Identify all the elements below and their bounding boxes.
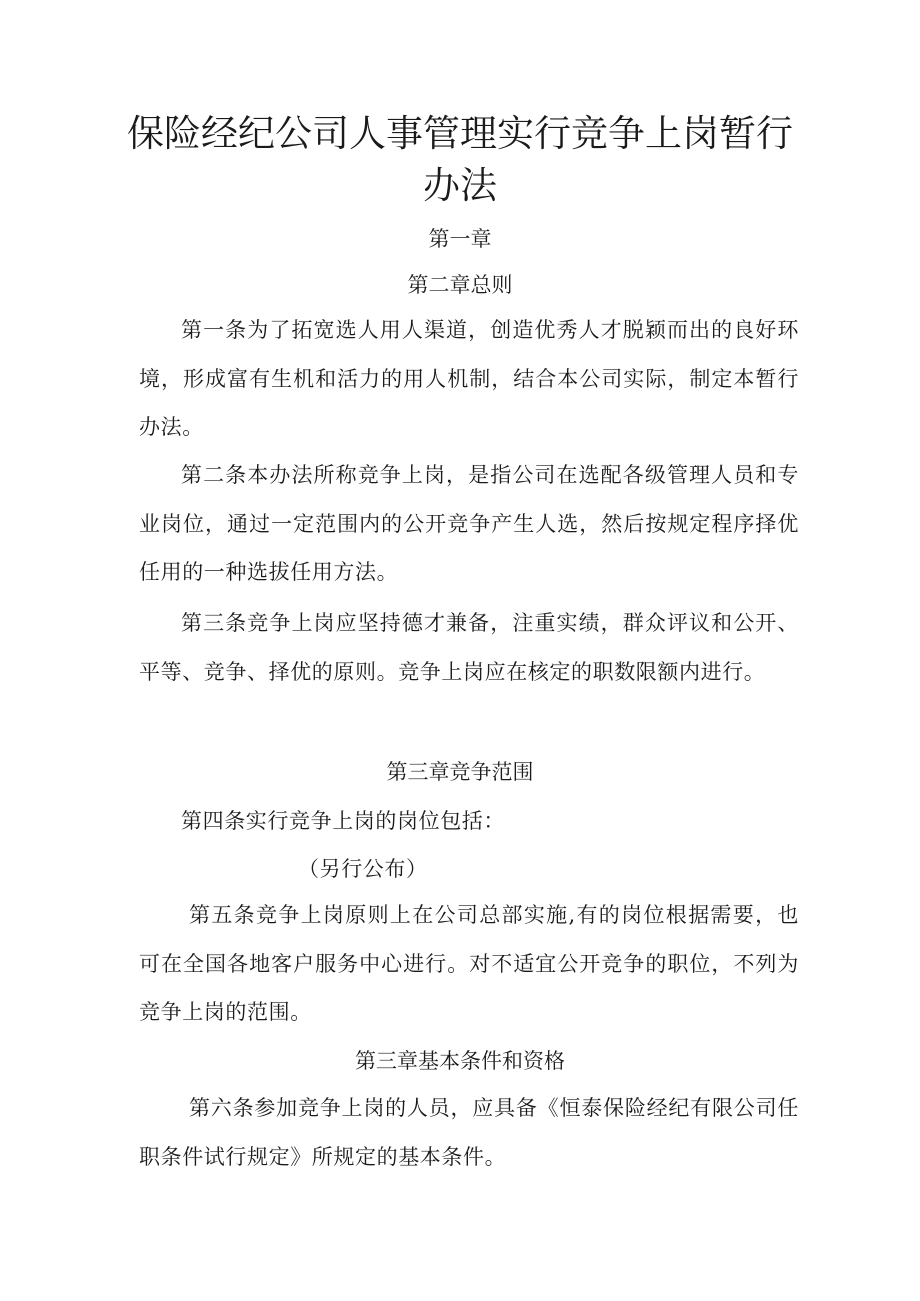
article-2: 第二条本办法所称竞争上岗，是指公司在选配各级管理人员和专业岗位，通过一定范围内的公开竞争产生人选，然后按规定程序择优任用的一种选拔任用方法。 [139,463,799,584]
document-title-line1: 保险经纪公司人事管理实行竞争上岗暂行 [127,112,793,155]
article-1: 第一条为了拓宽选人用人渠道，创造优秀人才脱颖而出的良好环境，形成富有生机和活力的用人机制，结合本公司实际，制定本暂行办法。 [139,318,799,439]
article-5: 第五条竞争上岗原则上在公司总部实施,有的岗位根据需要，也可在全国各地客户服务中心进行。对不适宜公开竞争的职位，不列为竞争上岗的范围。 [139,903,799,1024]
article-4: 第四条实行竞争上岗的岗位包括： [181,809,505,833]
chapter-qualifications-heading: 第三章基本条件和资格 [355,1049,565,1073]
chapter-scope-heading: 第三章竞争范围 [386,760,534,784]
article-4-note: （另行公布） [298,857,428,881]
chapter-general-heading: 第二章总则 [407,273,513,297]
article-3: 第三条竞争上岗应坚持德才兼备，注重实绩，群众评议和公开、平等、竞争、择优的原则。竞争上岗应在核定的职数限额内进行。 [139,611,799,684]
chapter-one-heading: 第一章 [428,227,492,251]
document-title-line2: 办法 [423,164,497,207]
article-6: 第六条参加竞争上岗的人员，应具备《恒泰保险经纪有限公司任职条件试行规定》所规定的基本条件。 [139,1096,799,1169]
